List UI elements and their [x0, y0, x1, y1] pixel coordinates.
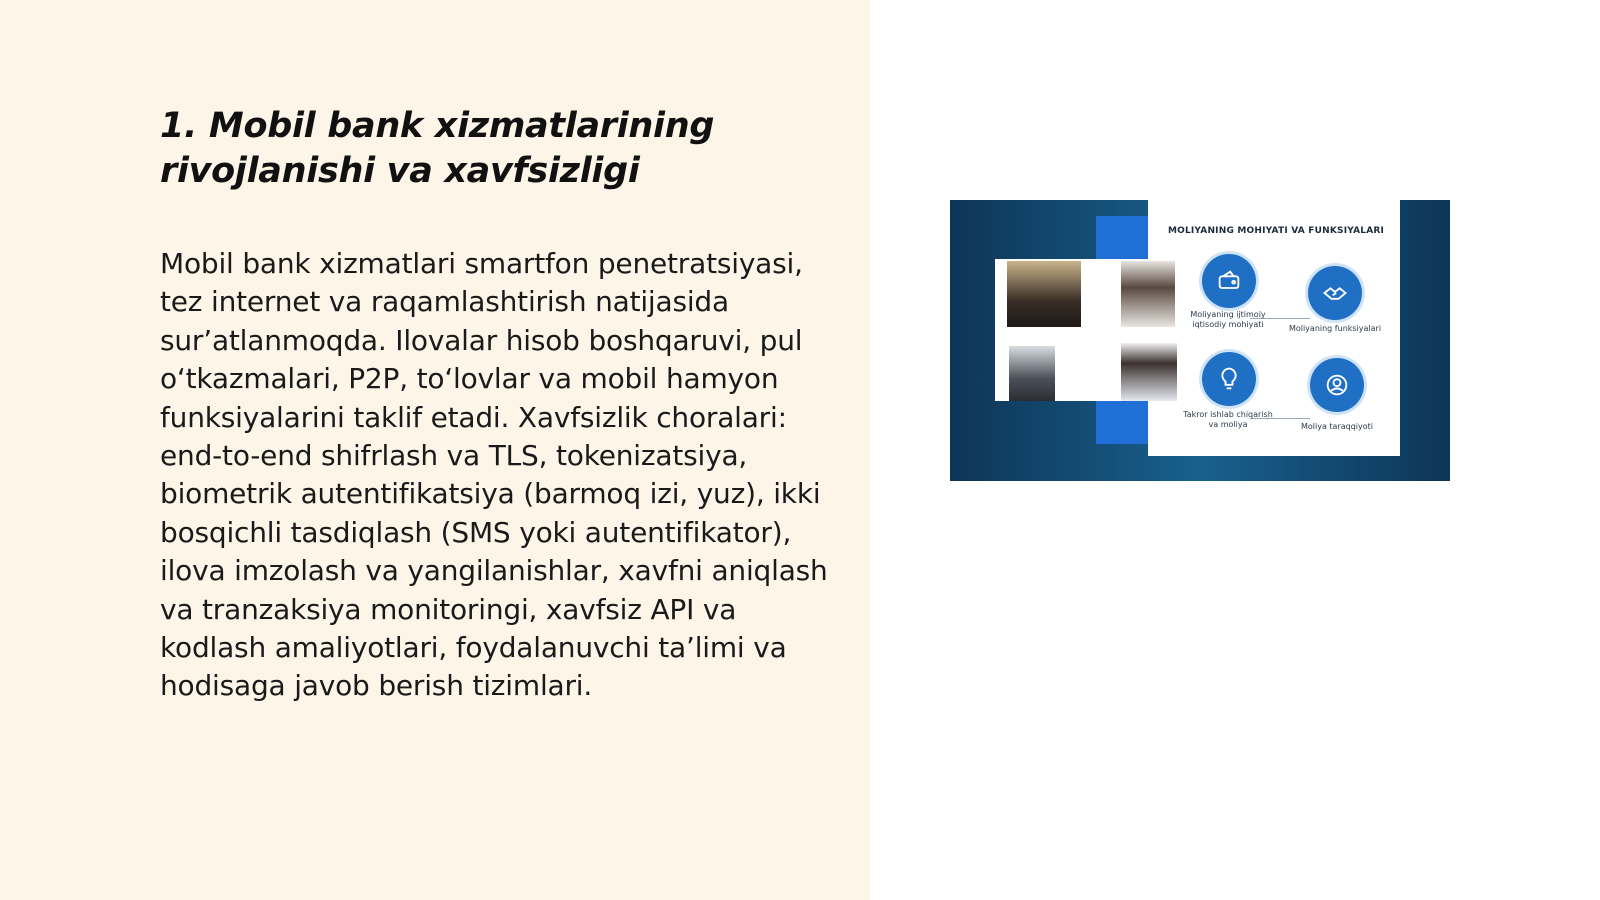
video-participants [995, 259, 1175, 401]
slide-thumbnail [950, 200, 1450, 481]
handshake-icon [1308, 266, 1362, 320]
user-circle-icon [1310, 358, 1364, 412]
slide-body: Mobil bank xizmatlari smartfon penetratsiyasi, tez internet va raqamlashtirish natijasida sur’atlanmoqda. Ilovalar hisob boshqaruvi, pul o‘tkazmalari, P2P, to‘lovlar va mobil hamyon funksiyalarini taklif etadi. Xavfsizlik choralari: end-to-end shifrlash va TLS, tokenizatsiya, biometrik autentifikatsiya (barmoq izi, yuz), ikki bosqichli tasdiqlash (SMS yoki autentifikator), ilova imzolash va yangilanishlar, xavfni aniqlash va tranzaksiya monitoringi, xavfsiz API va kodlash amaliyotlari, foydalanuvchi ta’limi va hodisaga javob berish tizimlari. [160, 247, 828, 703]
node-label: Takror ishlab chiqarish va moliya [1183, 410, 1273, 429]
thumbnail-heading: MOLIYANING MOHIYATI VA FUNKSIYALARI [1167, 226, 1385, 236]
node-label: Moliyaning funksiyalari [1288, 324, 1382, 333]
participant-video [1009, 346, 1055, 401]
slide-title: 1. Mobil bank xizmatlarining rivojlanishi va xavfsizligi [160, 106, 715, 191]
node-label: Moliya taraqqiyoti [1300, 422, 1374, 431]
participant-video [1007, 261, 1081, 327]
participant-video [1121, 261, 1175, 327]
wallet-icon [1202, 254, 1256, 308]
node-label: Moliyaning ijtimoiy iqtisodiy mohiyati [1190, 310, 1266, 329]
participant-video [1121, 343, 1177, 401]
lightbulb-icon [1202, 352, 1256, 406]
